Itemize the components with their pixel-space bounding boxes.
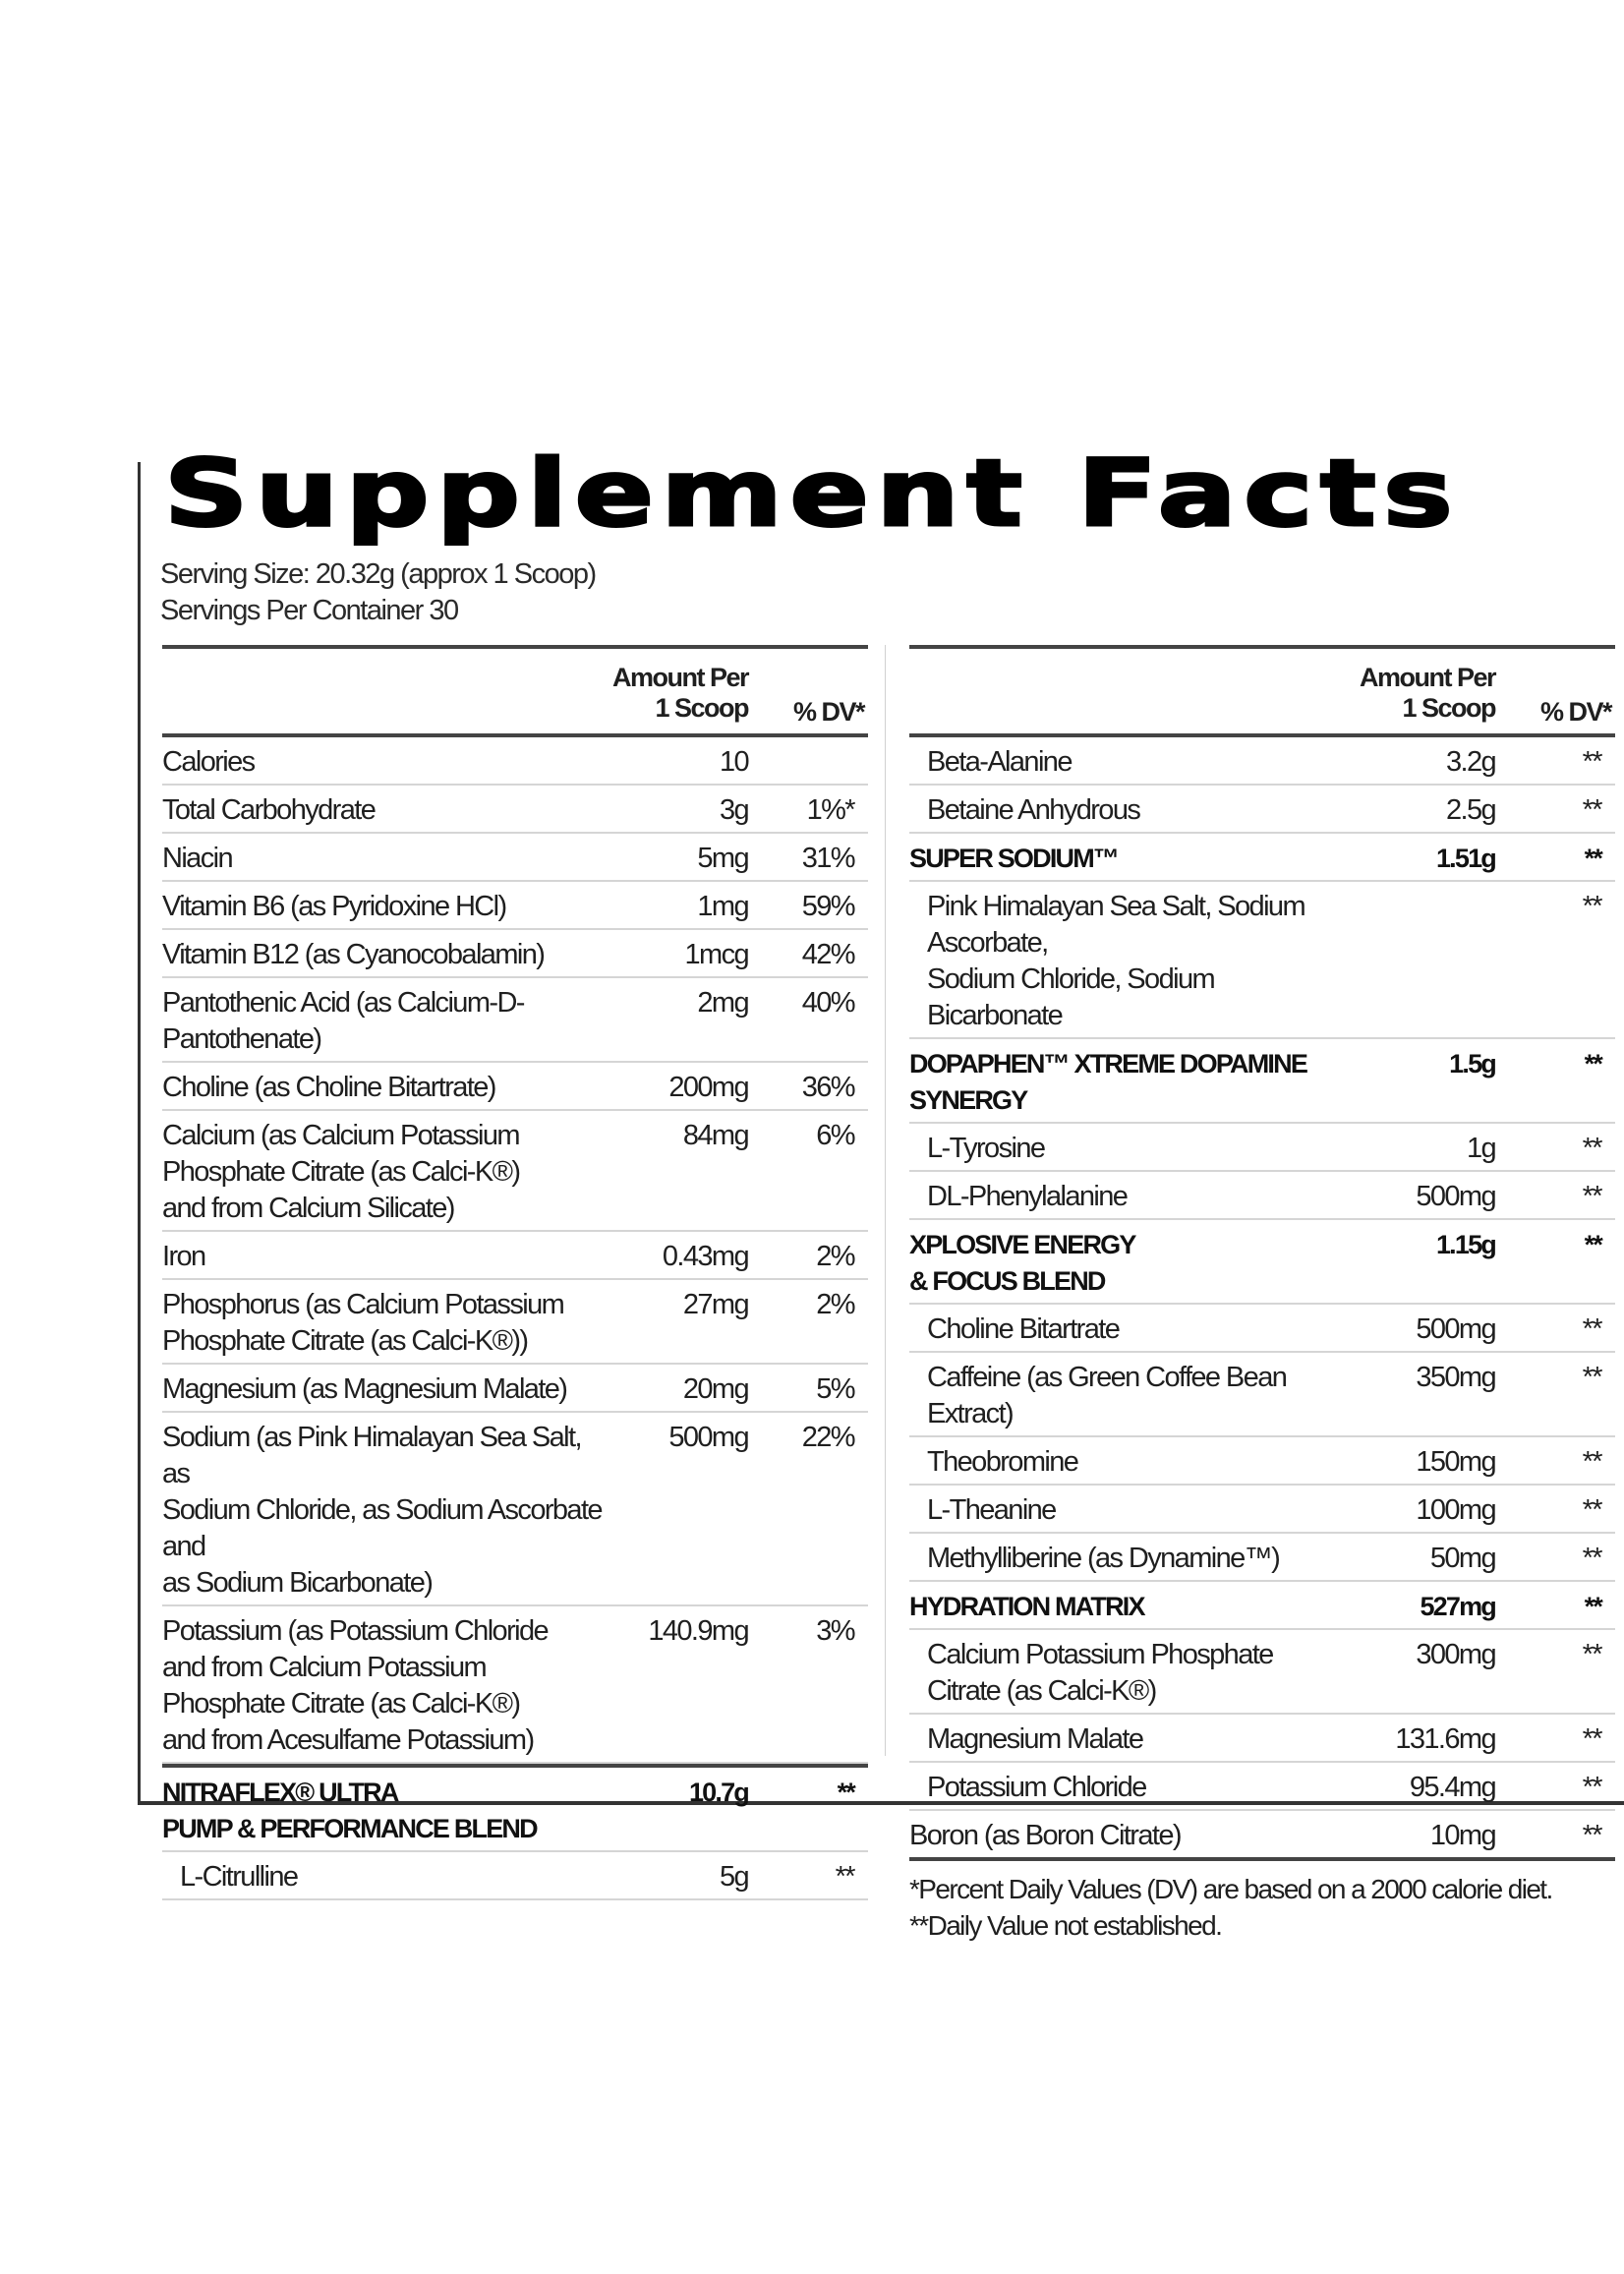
nutrient-amount: 3g [719, 794, 748, 826]
nutrient-amount: 140.9mg [648, 1615, 748, 1647]
nutrient-name: Pink Himalayan Sea Salt, Sodium Ascorbate, Sodium Chloride, Sodium Bicarbonate [927, 891, 1305, 1031]
nutrient-name: Vitamin B12 (as Cyanocobalamin) [162, 939, 545, 970]
nutrient-amount: 27mg [682, 1289, 748, 1320]
nutrient-name: NITRAFLEX® ULTRA PUMP & PERFORMANCE BLEND [162, 1778, 537, 1843]
nutrient-name: Magnesium (as Magnesium Malate) [162, 1373, 567, 1405]
dv-header: % DV* [792, 697, 864, 727]
nutrient-dv: 36% [801, 1072, 854, 1103]
footnote: *Percent Daily Values (DV) are based on a 2000 calorie diet. **Daily Value not established. [909, 1857, 1615, 1944]
nutrient-row [909, 786, 1615, 834]
nutrient-dv: 31% [801, 843, 854, 874]
serving-info [160, 556, 596, 629]
nutrient-dv: ** [1582, 746, 1601, 778]
nutrient-row [162, 1413, 868, 1606]
nutrient-row [162, 930, 868, 978]
right-column [909, 645, 1615, 1944]
nutrient-name: Calcium Potassium Phosphate Citrate (as Calci-K®) [927, 1639, 1273, 1707]
nutrient-dv: 2% [816, 1289, 854, 1320]
nutrient-amount: 1.51g [1435, 844, 1495, 873]
nutrient-dv: 2% [816, 1241, 854, 1272]
nutrient-name: Beta-Alanine [927, 746, 1072, 778]
nutrient-row [162, 786, 868, 834]
nutrient-name: Iron [162, 1241, 205, 1272]
nutrient-name: Calories [162, 746, 255, 778]
nutrient-dv: ** [1582, 1494, 1601, 1526]
nutrient-amount: 2mg [697, 987, 748, 1019]
nutrient-dv: ** [1582, 1639, 1601, 1670]
nutrient-name: Total Carbohydrate [162, 794, 376, 826]
nutrient-name: HYDRATION MATRIX [909, 1592, 1144, 1621]
nutrient-row [909, 1172, 1615, 1220]
nutrient-dv: 1%* [806, 794, 854, 826]
nutrient-dv: 5% [816, 1373, 854, 1405]
nutrient-dv: ** [1584, 1230, 1601, 1259]
nutrient-amount: 1mg [697, 891, 748, 922]
nutrient-row [909, 737, 1615, 786]
nutrient-amount: 50mg [1429, 1543, 1495, 1574]
nutrient-name: Potassium Chloride [927, 1772, 1146, 1803]
nutrient-row [162, 1111, 868, 1232]
nutrient-row [162, 1280, 868, 1365]
nutrient-dv [748, 744, 868, 781]
serving-size: Serving Size: 20.32g (approx 1 Scoop) [160, 558, 596, 590]
nutrient-dv: 40% [801, 987, 854, 1019]
nutrient-amount: 0.43mg [662, 1241, 748, 1272]
nutrient-name: Boron (as Boron Citrate) [909, 1820, 1181, 1851]
nutrient-amount: 5g [719, 1861, 748, 1893]
nutrient-amount: 10.7g [688, 1778, 748, 1807]
nutrient-name: Choline (as Choline Bitartrate) [162, 1072, 495, 1103]
right-rows [909, 737, 1615, 1857]
nutrient-dv: ** [1582, 1543, 1601, 1574]
nutrient-name: Vitamin B6 (as Pyridoxine HCl) [162, 891, 506, 922]
nutrient-amount: 1.15g [1435, 1230, 1495, 1259]
nutrient-amount: 500mg [1416, 1313, 1495, 1345]
nutrient-amount: 5mg [697, 843, 748, 874]
nutrient-row [162, 882, 868, 930]
right-column-header [909, 645, 1615, 737]
nutrient-row [909, 1486, 1615, 1534]
nutrient-dv: ** [1584, 844, 1601, 873]
nutrient-name: SUPER SODIUM™ [909, 844, 1119, 873]
blend-row [162, 1764, 868, 1852]
nutrient-row [162, 978, 868, 1063]
nutrient-amount: 300mg [1416, 1639, 1495, 1670]
nutrient-amount: 350mg [1416, 1362, 1495, 1393]
supplement-facts-label [138, 440, 1624, 1941]
nutrient-amount: 150mg [1416, 1446, 1495, 1478]
nutrient-row [162, 1606, 868, 1764]
label-title: Supplement Facts [164, 440, 1461, 548]
nutrient-name: Methylliberine (as Dynamine™) [927, 1543, 1280, 1574]
nutrient-amount: 1.5g [1449, 1049, 1495, 1079]
nutrient-dv: 22% [801, 1422, 854, 1453]
nutrient-name: Caffeine (as Green Coffee Bean Extract) [927, 1362, 1287, 1429]
nutrient-amount: 1mcg [684, 939, 748, 970]
nutrient-amount: 20mg [682, 1373, 748, 1405]
nutrient-row [909, 1811, 1615, 1857]
nutrient-dv: ** [835, 1861, 854, 1893]
nutrient-dv: ** [1584, 1592, 1601, 1621]
nutrient-dv: 42% [801, 939, 854, 970]
nutrient-amount: 10mg [1429, 1820, 1495, 1851]
nutrient-name: L-Citrulline [180, 1861, 298, 1893]
nutrient-amount: 2.5g [1445, 794, 1495, 826]
nutrient-amount [1358, 889, 1495, 1034]
nutrient-row [162, 1063, 868, 1111]
nutrient-dv: ** [1582, 794, 1601, 826]
nutrient-row [909, 1124, 1615, 1172]
nutrient-name: Potassium (as Potassium Chloride and from Calcium Potassium Phosphate Citrate (as Calci-K®) and from Acesulfame Potassium) [162, 1615, 549, 1756]
nutrient-dv: ** [1584, 1049, 1601, 1079]
amount-header: Amount Per 1 Scoop [611, 663, 748, 723]
nutrient-amount: 10 [719, 746, 748, 778]
nutrient-name: Choline Bitartrate [927, 1313, 1120, 1345]
nutrient-name: DL-Phenylalanine [927, 1181, 1128, 1212]
nutrient-amount: 95.4mg [1409, 1772, 1495, 1803]
left-rows [162, 737, 868, 1900]
nutrient-dv: 6% [816, 1120, 854, 1151]
nutrient-row [909, 1763, 1615, 1811]
nutrient-name: DOPAPHEN™ XTREME DOPAMINE SYNERGY [909, 1049, 1307, 1115]
nutrient-name: L-Theanine [927, 1494, 1056, 1526]
nutrient-dv: ** [1582, 1362, 1601, 1393]
nutrient-name: Betaine Anhydrous [927, 794, 1140, 826]
nutrient-name: L-Tyrosine [927, 1133, 1045, 1164]
nutrient-dv: ** [1582, 891, 1601, 922]
servings-per-container: Servings Per Container 30 [160, 595, 458, 626]
nutrient-dv: ** [1582, 1446, 1601, 1478]
nutrient-amount: 200mg [668, 1072, 748, 1103]
nutrient-amount: 3.2g [1445, 746, 1495, 778]
nutrient-row [162, 1852, 868, 1900]
nutrient-dv: 3% [816, 1615, 854, 1647]
nutrient-row [909, 1534, 1615, 1582]
nutrient-dv: ** [1582, 1181, 1601, 1212]
nutrient-row [909, 1630, 1615, 1715]
nutrient-row [162, 1365, 868, 1413]
nutrient-amount: 131.6mg [1395, 1723, 1495, 1755]
left-column-header [162, 645, 868, 737]
nutrient-dv: ** [1582, 1772, 1601, 1803]
nutrient-dv: ** [1582, 1133, 1601, 1164]
nutrient-name: Pantothenic Acid (as Calcium-D-Pantothenate) [162, 987, 524, 1055]
nutrient-dv: 59% [801, 891, 854, 922]
nutrient-amount: 527mg [1420, 1592, 1495, 1621]
left-column [162, 645, 868, 1900]
nutrient-name: Phosphorus (as Calcium Potassium Phosphate Citrate (as Calci-K®)) [162, 1289, 564, 1357]
nutrient-amount: 1g [1466, 1133, 1495, 1164]
nutrient-name: Magnesium Malate [927, 1723, 1143, 1755]
nutrient-row [909, 1715, 1615, 1763]
nutrient-amount: 500mg [1416, 1181, 1495, 1212]
nutrient-dv: ** [1582, 1313, 1601, 1345]
nutrient-row [162, 834, 868, 882]
nutrient-row [909, 1437, 1615, 1486]
nutrient-amount: 84mg [682, 1120, 748, 1151]
nutrient-dv: ** [837, 1778, 854, 1807]
column-divider [885, 645, 886, 1756]
dv-header: % DV* [1539, 697, 1611, 727]
nutrient-dv: ** [1582, 1723, 1601, 1755]
nutrient-name: Calcium (as Calcium Potassium Phosphate Citrate (as Calci-K®) and from Calcium Silicate) [162, 1120, 520, 1224]
nutrient-name: Theobromine [927, 1446, 1078, 1478]
nutrient-amount: 500mg [668, 1422, 748, 1453]
blend-row [909, 1582, 1615, 1630]
nutrient-name: Niacin [162, 843, 232, 874]
nutrient-amount: 100mg [1416, 1494, 1495, 1526]
blend-row [909, 1220, 1615, 1305]
nutrient-row [162, 737, 868, 786]
nutrient-name: XPLOSIVE ENERGY & FOCUS BLEND [909, 1230, 1135, 1296]
blend-row [909, 834, 1615, 882]
nutrient-row [162, 1232, 868, 1280]
amount-header: Amount Per 1 Scoop [1359, 663, 1495, 723]
nutrient-name: Sodium (as Pink Himalayan Sea Salt, as Sodium Chloride, as Sodium Ascorbate and as Sodium Bicarbonate) [162, 1422, 602, 1599]
nutrient-row [909, 1353, 1615, 1437]
nutrient-row [909, 1305, 1615, 1353]
nutrient-row [909, 882, 1615, 1039]
nutrient-dv: ** [1582, 1820, 1601, 1851]
blend-row [909, 1039, 1615, 1124]
